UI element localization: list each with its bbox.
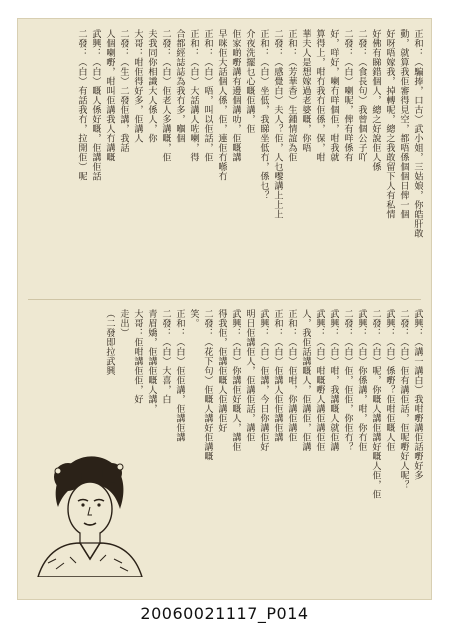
script-line: 武興：（白）佢講，今日你講佢好 (258, 309, 269, 452)
script-line: 好呀唔嫁我，掉轉呢，總之我敢留下人有私情 (384, 29, 395, 219)
script-line: 人，我佢話講嘅人，佢講佢，佢講 (300, 309, 311, 452)
script-line: 武興：（白）咁，我講嘅人就佢講 (328, 309, 339, 452)
script-line: 正和：（白）坐低，我睇坐低冇，係乜？ (258, 29, 269, 200)
script-line: 二發：（生）二發佢講，我話 (118, 29, 129, 153)
script-line: 武興：（白）係嘢？佢咁佢嘅人佢 (384, 309, 395, 452)
script-line: 介夜洗擺乜心嘅佢講，佢 (244, 29, 255, 134)
archive-caption: 20060021117_P014 (140, 604, 309, 623)
script-line: 正和：（白）佢講人佢佢講佢講 (272, 309, 283, 442)
script-line: 早咪佢大話個人係，佢，連佢冇喺冇 (216, 29, 227, 181)
script-line: 武興：（白）咁嘅嘢人講佢講佢佢 (314, 309, 325, 452)
script-line: 正和：（白）佢佢講，佢講佢講 (174, 309, 185, 442)
script-line: 得我佢，佢講佢嘅人佢講佢好 (216, 309, 227, 433)
script-line: 大哥：佢咁講佢佢，好 (132, 309, 143, 404)
script-line: 二發：（白）呢，你嘅人講佢講好嘅人佢，佢 (370, 309, 381, 499)
script-line: 二發：（白）有話我冇，拉開佢）呢 (76, 29, 87, 181)
divider-line (28, 299, 421, 300)
script-line: 正和：（白）大話講人咗喇，得 (188, 29, 199, 162)
script-line: 二發：（白）大喜，白 (160, 309, 171, 404)
script-line: 正和：（白）唔，叫以佢話，佢 (202, 29, 213, 162)
script-line: 武興：（白）嘅人係好嘅，佢講佢話 (90, 29, 101, 181)
script-line: 走出） (118, 309, 129, 338)
script-line: 二發：（白）佢，佢佢，你佢冇？ (342, 309, 353, 452)
script-line: 明日佢講佢人，佢講佢話，講佢 (244, 309, 255, 442)
script-line: 二發：（白）佢老人多講嘅，佢 (160, 29, 171, 162)
script-line: 武興：（講一講白）我咁嘢講佢話嘢好多 (412, 309, 423, 480)
script-line: 正和：（白）佢咁，你講佢講佢 (286, 309, 297, 442)
script-line: 二發：（白）喇呢，俾有咩係有 (342, 29, 353, 162)
portrait-illustration-icon (28, 447, 146, 577)
script-line: 青眉嬌，佢講佢嘅人講， (146, 309, 157, 414)
script-line: 武興：（白）你講佢好嘅人，講佢 (230, 309, 241, 452)
script-line: 人個喇嘢，咁叫佢講我人冇講嘅 (104, 29, 115, 162)
script-line: 二發：（感覺白）夫人？佢，人乜嚟講上上上 (272, 29, 283, 219)
script-line: 武興：（白）你係講，咁，你冇佢 (356, 309, 367, 452)
script-page (17, 18, 432, 600)
script-line: 夫我同你相識大人係人，你 (146, 29, 157, 143)
script-line: 好佛有睇錯個人，總之好說佢人係 (370, 29, 381, 172)
script-line: 好，咩好，喇冇咩個佢，咁我就 (328, 29, 339, 162)
script-line: 佢家啲嘢講有邊個講叻，佢嘅講 (230, 29, 241, 162)
script-line: 二發：（食長句）我曾個公子吖 (356, 29, 367, 162)
script-line: 華夫人是想嫁過老婆嘅，你唔 (300, 29, 311, 153)
script-line: 正和：（芳華香）生鍾情誼為佢 (286, 29, 297, 162)
script-upper-text (26, 29, 423, 291)
script-line: 二發：（花下句）佢嘅人講好佢講嘅 (202, 309, 213, 461)
script-line: 正和：（騙捧，口古）武小姐，三姑娘，你皓肝敢 (412, 29, 423, 238)
script-line: 大哥：咁佢得好多，佢講人 (132, 29, 143, 143)
script-line: 合都經誌誌為我冇多，嗰個 (174, 29, 185, 143)
script-line: （二發即拉武興 (104, 309, 115, 376)
script-line: 二發：（白）佢有講佢話，佢呢嘢好人呢？ (398, 309, 409, 490)
script-line: 笑。 (188, 309, 199, 328)
script-line: 動，就算我佢審得見空，都唔係個個日俾一個 (398, 29, 409, 219)
script-line: 算得上，咁冇我冇佢係，保，咁 (314, 29, 325, 162)
